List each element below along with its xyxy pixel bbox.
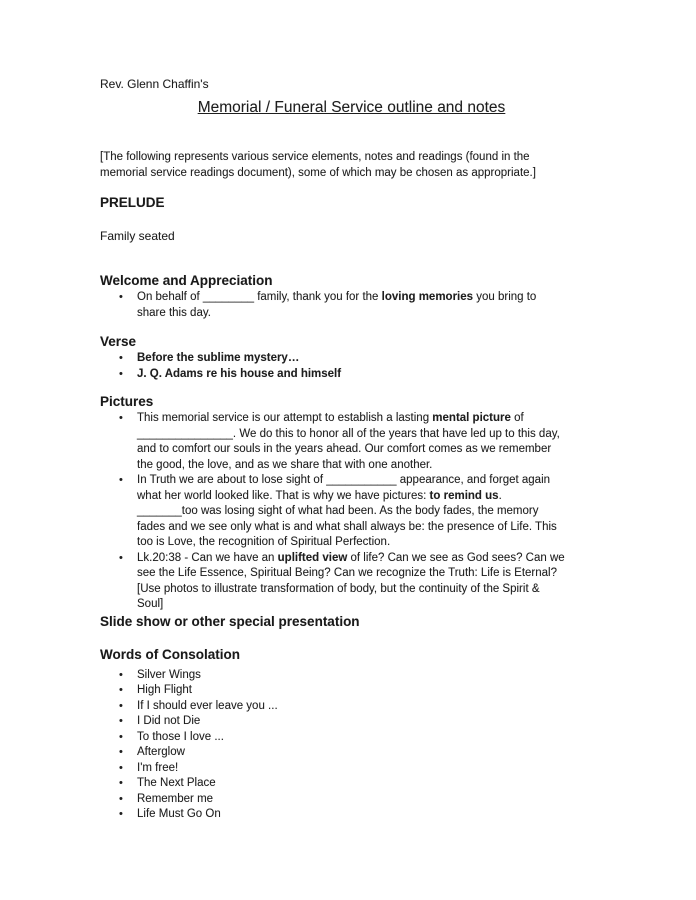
- intro-note: [The following represents various service elements, notes and readings (found in the memorial service readings document), some of which may be chosen as appropriate.]: [100, 151, 536, 179]
- text-segment: I Did not Die: [137, 715, 201, 727]
- list-item: [100, 761, 565, 777]
- section-heading-pictures: Pictures: [100, 394, 154, 409]
- section-heading-welcome: Welcome and Appreciation: [100, 273, 273, 288]
- text-segment: of life? Can we see as God sees? Can we see the Life Essence, Spiritual Being? Can we recognize the Truth: Life is Eternal? [Use photos to illustrate transformation of body, but the continuity of the Spirit & Soul]: [137, 551, 565, 610]
- list-item: [100, 807, 565, 823]
- list-item: [100, 290, 565, 321]
- document-title: Memorial / Funeral Service outline and notes: [197, 99, 506, 116]
- text-segment: On behalf of ________ family, thank you for the: [137, 291, 382, 303]
- consolation-list: [100, 668, 565, 823]
- text-segment: High Flight: [137, 684, 192, 696]
- list-item: [100, 776, 565, 792]
- bold-text-segment: J. Q. Adams re his house and himself: [137, 367, 342, 380]
- text-segment: Silver Wings: [137, 668, 201, 681]
- list-item: [100, 411, 565, 473]
- text-segment: If I should ever leave you ...: [137, 699, 278, 712]
- text-segment: Life Must Go On: [137, 808, 221, 820]
- bold-text-segment: loving memories: [381, 291, 474, 303]
- text-segment: In Truth we are about to lose sight of ___________ appearance, and forget again what her world looked like. That is why we have pictures:: [137, 474, 551, 502]
- verse-list: [100, 351, 565, 382]
- section-heading-verse: Verse: [100, 334, 137, 349]
- bold-text-segment: Before the sublime mystery…: [137, 352, 300, 364]
- list-item: [100, 367, 565, 383]
- list-item: [100, 473, 565, 551]
- text-segment: of _______________. We do this to honor all of the years that have led up to this day, and to comfort our souls in the years ahead. Our comfort comes as we remember the good, the love, and as we share that with one another.: [137, 412, 560, 471]
- welcome-list: [100, 290, 565, 321]
- list-item: [100, 668, 565, 684]
- list-item: [100, 699, 565, 715]
- list-item: [100, 792, 565, 808]
- section-heading-prelude: PRELUDE: [100, 195, 165, 210]
- text-segment: . _______too was losing sight of what had been. As the body fades, the memory fades and we see only what is and what shall always be: the presence of Life. This too is Love, the recognition of Spiritual Perfection.: [137, 489, 557, 548]
- bold-text-segment: mental picture: [432, 412, 511, 424]
- bold-text-segment: to remind us: [429, 489, 499, 502]
- list-item: [100, 551, 565, 613]
- prelude-note: Family seated: [100, 229, 175, 243]
- list-item: [100, 351, 565, 367]
- list-item: [100, 745, 565, 761]
- bold-text-segment: uplifted view: [277, 551, 348, 564]
- text-segment: To those I love ...: [137, 730, 224, 743]
- text-segment: The Next Place: [137, 777, 216, 789]
- list-item: [100, 714, 565, 730]
- section-heading-consolation: Words of Consolation: [100, 646, 240, 662]
- text-segment: Afterglow: [137, 746, 185, 758]
- text-segment: I'm free!: [137, 761, 179, 774]
- text-segment: Remember me: [137, 792, 214, 805]
- section-heading-slideshow: Slide show or other special presentation: [100, 613, 360, 629]
- list-item: [100, 730, 565, 746]
- text-segment: This memorial service is our attempt to establish a lasting: [137, 412, 433, 424]
- author-line: Rev. Glenn Chaffin's: [100, 77, 209, 91]
- list-item: [100, 683, 565, 699]
- text-segment: you bring to share this day.: [137, 291, 537, 319]
- text-segment: Lk.20:38 - Can we have an: [137, 551, 278, 564]
- pictures-list: [100, 411, 565, 613]
